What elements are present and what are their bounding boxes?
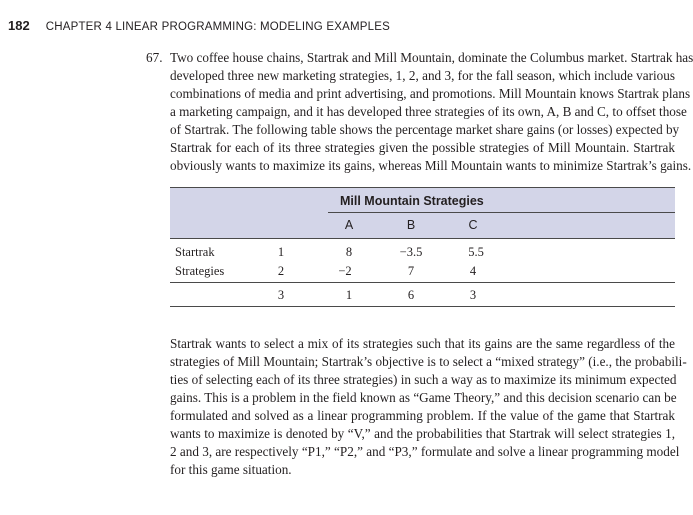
text-line: ties of selecting each of its three strategies) in such a way as to maximize its minimum expected [170,372,677,388]
problem-closing-paragraph [170,335,687,479]
text-line: wants to maximize is denoted by “V,” and the probabilities that Startrak will select strategies 1, [170,426,675,442]
table-cell: 8 [345,245,353,259]
column-header-c: C [468,218,478,232]
text-line: formulated and solved as a linear programming problem. If the value of the game that Startrak [170,408,675,424]
table-bottom-rule [170,306,675,307]
chapter-title: CHAPTER 4 LINEAR PROGRAMMING: MODELING EXAMPLES [45,21,390,33]
text-line: gains. This is a problem in the field known as “Game Theory,” and this decision scenario can be [170,390,677,406]
table-cell: −3.5 [399,245,423,259]
strategy-number: 3 [277,288,285,302]
strategy-payoff-table [170,187,675,307]
table-cell: −2 [338,264,352,278]
group-header-rule [328,212,675,213]
text-line: Startrak wants to select a mix of its strategies such that its gains are the same regardless of the [170,336,675,351]
running-header [8,17,390,35]
table-cell: 5.5 [468,245,484,259]
strategy-number: 1 [277,245,285,259]
text-line: strategies of Mill Mountain; Startrak’s objective is to select a “mixed strategy” (i.e., the probabili- [170,354,687,370]
table-cell: 7 [407,264,415,278]
text-line: Two coffee house chains, Startrak and Mill Mountain, dominate the Columbus market. Startrak has [170,50,693,65]
text-line: Startrak for each of its three strategies given the possible strategies of Mill Mountain. Startrak [170,140,675,156]
group-header: Mill Mountain Strategies [340,194,484,208]
text-line: 2 and 3, are respectively “P1,” “P2,” and “P3,” formulate and solve a linear programming model [170,444,680,460]
text-line: a marketing campaign, and it has developed three strategies of its own, A, B and C, to offset those [170,104,687,120]
table-cell: 4 [469,264,477,278]
table-cell: 3 [469,288,477,302]
text-line: combinations of media and print advertising, and promotions. Mill Mountain knows Startrak plans [170,86,691,102]
table-cell: 6 [407,288,415,302]
text-line: of Startrak. The following table shows the percentage market share gains (or losses) expected by [170,122,680,138]
table-top-rule [170,187,675,188]
table-cell: 1 [345,288,353,302]
row-divider [170,282,675,283]
column-header-a: A [344,218,354,232]
page-number: 182 [8,18,30,33]
header-bottom-rule [170,238,675,239]
problem-intro-paragraph [170,49,693,175]
text-line: developed three new marketing strategies, 1, 2, and 3, for the fall season, which include various [170,68,675,84]
text-line: for this game situation. [170,462,292,478]
column-header-b: B [406,218,416,232]
strategy-number: 2 [277,264,285,278]
problem-number: 67. [146,50,163,65]
row-label-line-2: Strategies [175,264,225,278]
text-line: obviously wants to maximize its gains, whereas Mill Mountain wants to minimize Startrak’s gains. [170,158,692,174]
row-label-line-1: Startrak [175,245,215,259]
